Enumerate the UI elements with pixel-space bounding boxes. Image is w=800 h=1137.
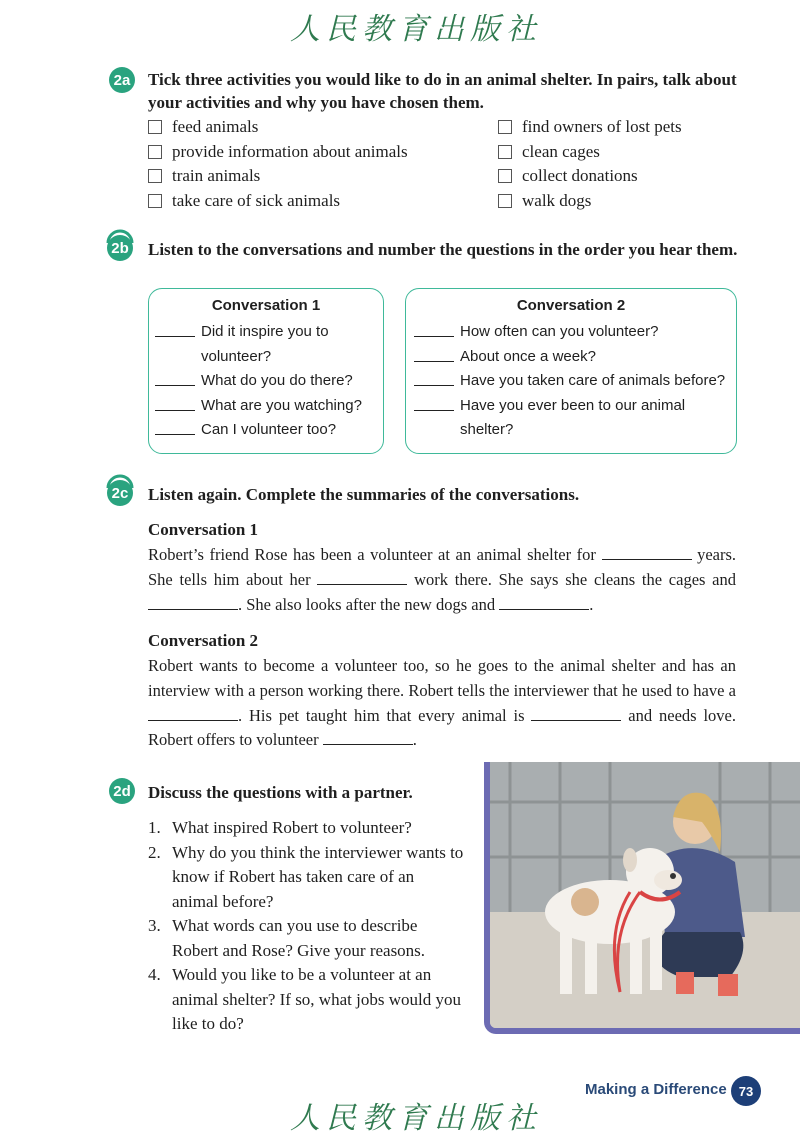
summary-2-title: Conversation 2	[148, 631, 259, 650]
fill-blank[interactable]	[531, 706, 621, 721]
checkbox[interactable]	[498, 120, 512, 134]
badge-2d: 2d	[109, 778, 135, 804]
question-row	[155, 320, 383, 369]
volunteer-dog-photo	[484, 762, 800, 1034]
option-walk-dogs[interactable]	[498, 189, 758, 214]
question-text: Why do you think the interviewer wants to know if Robert has taken care of an animal before?	[172, 842, 464, 911]
answer-blank[interactable]	[414, 394, 454, 411]
option-take-care-sick[interactable]	[148, 189, 468, 214]
question-text: About once a week?	[460, 347, 596, 365]
instruction-2d: Discuss the questions with a partner.	[148, 783, 413, 802]
option-clean-cages[interactable]	[498, 140, 758, 165]
checkbox[interactable]	[498, 194, 512, 208]
fill-blank[interactable]	[323, 730, 413, 745]
summary-text: .	[412, 730, 417, 750]
answer-blank[interactable]	[155, 320, 195, 337]
checkbox[interactable]	[498, 145, 512, 159]
options-left	[148, 115, 468, 213]
option-label: feed animals	[172, 117, 259, 137]
summary-1-paragraph	[148, 543, 736, 617]
conversation-1-title: Conversation 1	[211, 297, 321, 314]
option-label: provide information about animals	[172, 141, 408, 161]
instruction-2a: Tick three activities you would like to do in an animal shelter. In pairs, talk about your activities and why you have chosen them.	[148, 70, 737, 112]
question-row	[414, 394, 736, 443]
question-text: Have you ever been to our animal shelter?	[460, 396, 686, 438]
option-find-owners[interactable]	[498, 115, 758, 140]
conversation-2-box	[405, 288, 737, 454]
summary-text: . She also looks after the new dogs and	[238, 594, 496, 614]
question-number: 2.	[148, 842, 161, 862]
fill-blank[interactable]	[148, 595, 238, 610]
answer-blank[interactable]	[414, 345, 454, 362]
fill-blank[interactable]	[148, 706, 238, 721]
answer-blank[interactable]	[414, 369, 454, 386]
publisher-watermark-top: 人民教育出版社	[290, 12, 542, 47]
discussion-question	[148, 914, 464, 963]
options-right	[498, 115, 758, 213]
discussion-question	[148, 816, 464, 841]
fill-blank[interactable]	[317, 570, 407, 585]
summary-text: .	[589, 594, 594, 614]
question-text: Would you like to be a volunteer at an animal shelter? If so, what jobs would you like to do?	[172, 965, 461, 1033]
badge-2a: 2a	[109, 67, 135, 93]
answer-blank[interactable]	[414, 320, 454, 337]
option-label: walk dogs	[522, 190, 592, 210]
option-label: train animals	[172, 166, 261, 186]
question-row	[414, 345, 736, 370]
checkbox[interactable]	[148, 169, 162, 183]
question-number: 4.	[148, 965, 161, 984]
option-collect-donations[interactable]	[498, 164, 758, 189]
discussion-question	[148, 841, 464, 915]
answer-blank[interactable]	[155, 418, 195, 435]
summary-text: Robert’s friend Rose has been a volunteer at an animal shelter for	[148, 545, 596, 564]
question-text: What inspired Robert to volunteer?	[172, 818, 412, 837]
question-text: What words can you use to describe Robert and Rose? Give your reasons.	[172, 916, 426, 960]
footer-unit-title: Making a Difference	[585, 1081, 727, 1098]
question-row	[155, 418, 383, 443]
instruction-2b: Listen to the conversations and number the questions in the order you hear them.	[148, 240, 738, 259]
fill-blank[interactable]	[602, 545, 692, 560]
option-label: clean cages	[522, 141, 600, 161]
question-text: How often can you volunteer?	[460, 323, 659, 340]
question-row	[414, 369, 736, 394]
summary-text: Robert wants to become a volunteer too, so he goes to the animal shelter and has an interview with a person working there. Robert tells the interviewer that he used to have a	[148, 656, 736, 700]
summary-text: and needs love. Robert offers to volunteer	[148, 705, 736, 750]
question-number: 1.	[148, 818, 161, 837]
option-train-animals[interactable]	[148, 164, 468, 189]
page-number: 73	[731, 1076, 761, 1106]
discussion-question	[148, 963, 464, 1037]
badge-2b: 2b	[107, 235, 133, 261]
summary-1-title: Conversation 1	[148, 520, 259, 539]
conversation-2-title: Conversation 2	[516, 297, 626, 314]
summary-text: work there. She says she cleans the cages and	[414, 569, 737, 589]
option-label: collect donations	[522, 166, 638, 186]
question-text: Have you taken care of animals before?	[460, 372, 726, 389]
question-text: What do you do there?	[201, 372, 353, 389]
summary-text: . His pet taught him that every animal is	[238, 705, 525, 725]
photo-illustration	[490, 762, 800, 1028]
question-text: Did it inspire you to volunteer?	[201, 323, 329, 365]
checkbox[interactable]	[498, 169, 512, 183]
instruction-2c: Listen again. Complete the summaries of the conversations.	[148, 485, 580, 504]
publisher-watermark-bottom: 人民教育出版社	[290, 1101, 542, 1136]
summary-text: years. She tells him about her	[148, 545, 737, 589]
question-text: What are you watching?	[201, 396, 362, 414]
checkbox[interactable]	[148, 145, 162, 159]
discussion-questions	[148, 816, 464, 1037]
question-text: Can I volunteer too?	[201, 421, 337, 438]
option-feed-animals[interactable]	[148, 115, 468, 140]
question-number: 3.	[148, 916, 161, 935]
option-label: find owners of lost pets	[522, 117, 682, 137]
option-label: take care of sick animals	[172, 190, 341, 210]
question-row	[155, 394, 383, 419]
question-row	[155, 369, 383, 394]
question-row	[414, 320, 736, 345]
answer-blank[interactable]	[155, 369, 195, 386]
checkbox[interactable]	[148, 194, 162, 208]
summary-2-paragraph	[148, 654, 736, 753]
conversation-1-box	[148, 288, 384, 454]
checkbox[interactable]	[148, 120, 162, 134]
answer-blank[interactable]	[155, 394, 195, 411]
badge-2c: 2c	[107, 480, 133, 506]
option-provide-information[interactable]	[148, 140, 468, 165]
fill-blank[interactable]	[499, 595, 589, 610]
